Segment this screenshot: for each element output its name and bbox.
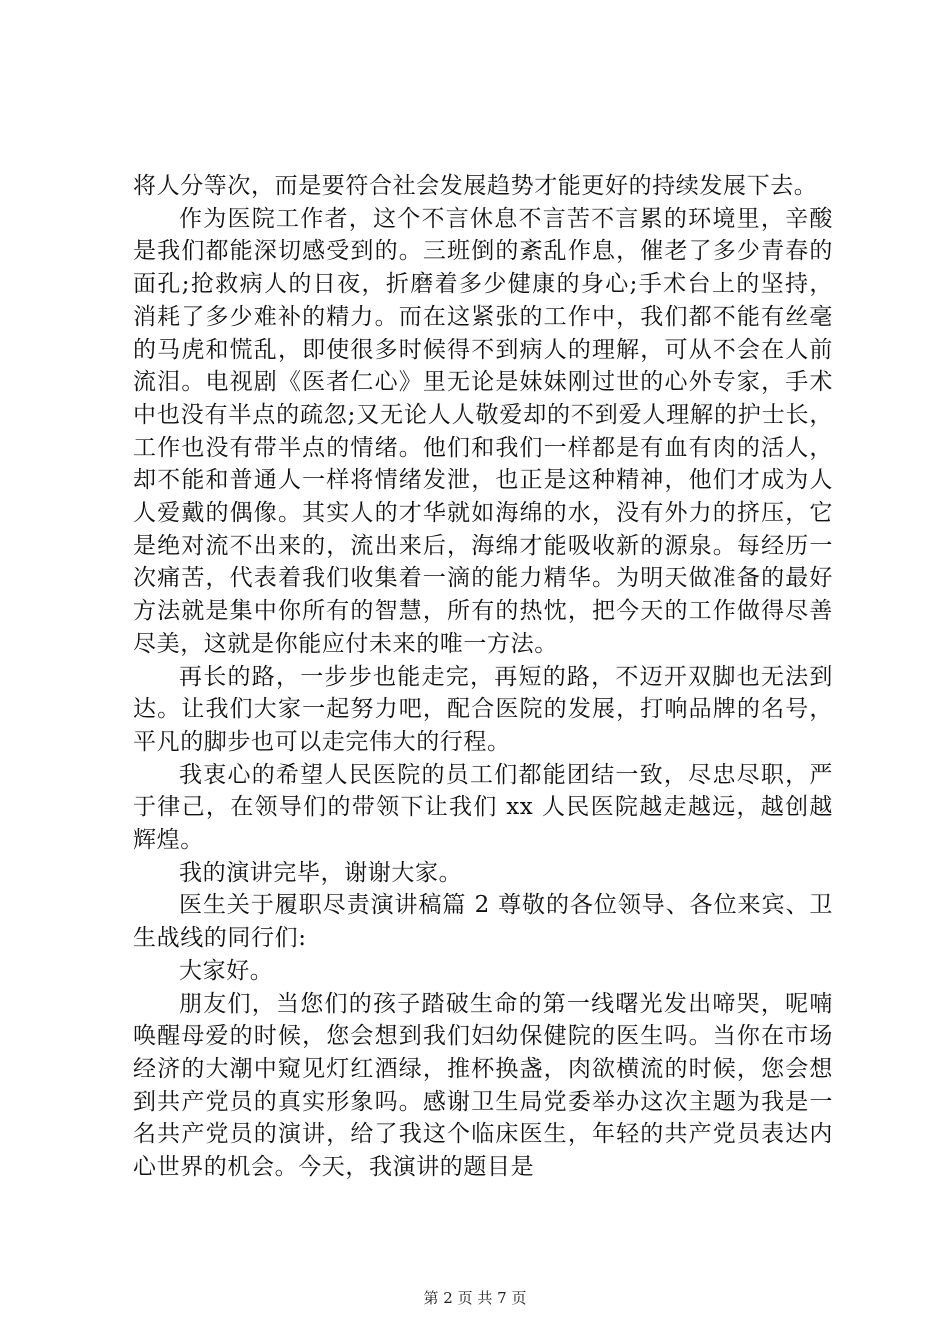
paragraph-2: 作为医院工作者，这个不言休息不言苦不言累的环境里，辛酸是我们都能深切感受到的。三班倒的紊乱作息，催老了多少青春的面孔;抢救病人的日夜，折磨着多少健康的身心;手术台上的坚持，消耗了多少难补的精力。而在这紧张的工作中，我们都不能有丝毫的马虎和慌乱，即使很多时候得不到病人的理解，可从不会在人前流泪。电视剧《医者仁心》里无论是妹妹刚过世的心外专家，手术中也没有半点的疏忽;又无论人人敬爱却的不到爱人理解的护士长，工作也没有带半点的情绪。他们和我们一样都是有血有肉的活人，却不能和普通人一样将情绪发泄，也正是这种精神，他们才成为人人爱戴的偶像。其实人的才华就如海绵的水，没有外力的挤压，它是绝对流不出来的，流出来后，海绵才能吸收新的源泉。每经历一次痛苦，代表着我们收集着一滴的能力精华。为明天做准备的最好方法就是集中你所有的智慧，所有的热忱，把今天的工作做得尽善尽美，这就是你能应付未来的唯一方法。 — [133, 205, 833, 657]
paragraph-3: 再长的路，一步步也能走完，再短的路，不迈开双脚也无法到达。让我们大家一起努力吧，配合医院的发展，打响品牌的名号，平凡的脚步也可以走完伟大的行程。 — [133, 663, 833, 755]
paragraph-8: 朋友们，当您们的孩子踏破生命的第一线曙光发出啼哭，呢喃唤醒母爱的时候，您会想到我们妇幼保健院的医生吗。当你在市场经济的大潮中窥见灯红酒绿，推杯换盏，肉欲横流的时候，您会想到共产党员的真实形象吗。感谢卫生局党委举办这次主题为我是一名共产党员的演讲，给了我这个临床医生，年轻的共产党员表达内心世界的机会。今天，我演讲的题目是 — [133, 990, 833, 1181]
page-footer: 第 2 页 共 7 页 — [423, 1289, 527, 1307]
paragraph-4: 我衷心的希望人民医院的员工们都能团结一致，尽忠尽职，严于律己，在领导们的带领下让我们 xx 人民医院越走越远，越创越辉煌。 — [133, 761, 833, 854]
document-body — [133, 170, 833, 1184]
paragraph-5: 我的演讲完毕，谢谢大家。 — [179, 859, 463, 886]
paragraph-7: 大家好。 — [179, 957, 274, 984]
paragraph-1: 将人分等次，而是要符合社会发展趋势才能更好的持续发展下去。 — [133, 173, 818, 199]
paragraph-6: 医生关于履职尽责演讲稿篇 2 尊敬的各位领导、各位来宾、卫生战线的同行们: — [133, 892, 833, 952]
